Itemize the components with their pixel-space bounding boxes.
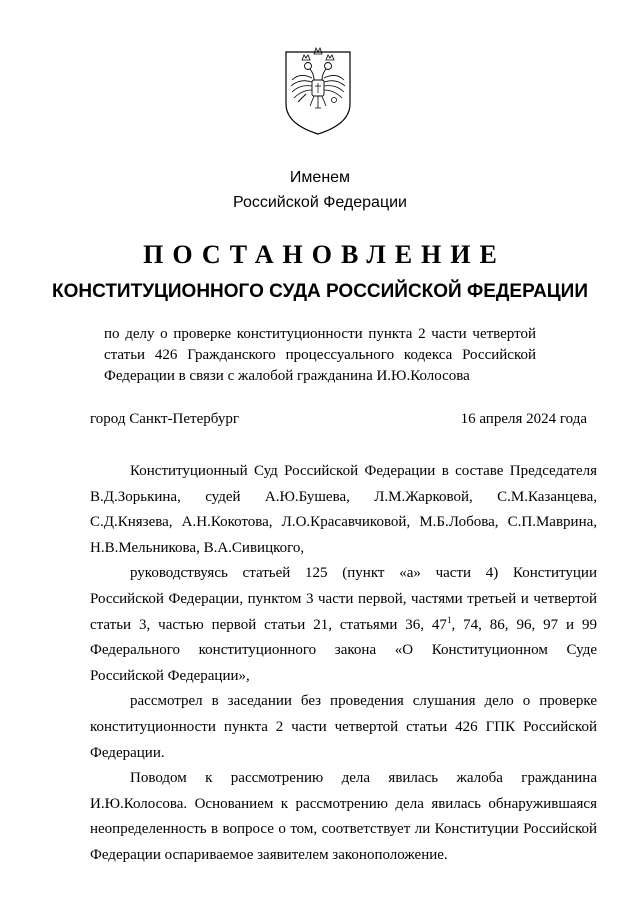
in-the-name-of-line: Именем xyxy=(289,169,351,186)
date: 16 апреля 2024 года xyxy=(460,411,587,427)
place: город Санкт-Петербург xyxy=(90,411,239,427)
paragraph-legal-basis-text-start: руководствуясь статьей 125 (пункт «а» части 4) Конституции Российской Федерации, пунктом 3 части первой, частями третьей и четвертой статьи 3, частью первой статьи 21, статьями 36, 47 xyxy=(90,565,597,633)
paragraph-legal-basis-text-end: , 74, 86, 96, 97 и 99 Федерального конституционного закона «О Конституционном Суде Российской Федерации», xyxy=(90,616,597,684)
place-date-line xyxy=(90,411,587,428)
paragraph-grounds: Поводом к рассмотрению дела явилась жалоба гражданина И.Ю.Колосова. Основанием к рассмотрению дела явилась обнаружившаяся неопределенность в вопросе о том, соответствует ли Конституции Российской Федерации оспариваемое заявителем законоположение. xyxy=(90,770,597,863)
paragraph-consideration: рассмотрел в заседании без проведения слушания дело о проверке конституционности пункта 2 части четвертой статьи 426 ГПК Российской Федерации. xyxy=(90,693,597,761)
case-description: по делу о проверке конституционности пункта 2 части четвертой статьи 426 Гражданского процессуального кодекса Российской Федерации в связи с жалобой гражданина И.Ю.Колосова xyxy=(104,326,536,384)
paragraph-legal-basis xyxy=(90,561,597,689)
russian-federation-line: Российской Федерации xyxy=(233,194,407,211)
superscript: 1 xyxy=(446,614,452,625)
document-body xyxy=(90,459,597,869)
document-subtitle: КОНСТИТУЦИОННОГО СУДА РОССИЙСКОЙ ФЕДЕРАЦИИ xyxy=(51,281,588,302)
russian-coat-of-arms-icon xyxy=(278,44,358,136)
document-title: ПОСТАНОВЛЕНИЕ xyxy=(143,240,506,269)
paragraph-court-composition: Конституционный Суд Российской Федерации в составе Председателя В.Д.Зорькина, судей А.Ю.Бушева, Л.М.Жарковой, С.М.Казанцева, С.Д.Князева, А.Н.Кокотова, Л.О.Красавчиковой, М.Б.Лобова, С.П.Маврина, Н.В.Мельникова, В.А.Сивицкого, xyxy=(90,463,597,556)
